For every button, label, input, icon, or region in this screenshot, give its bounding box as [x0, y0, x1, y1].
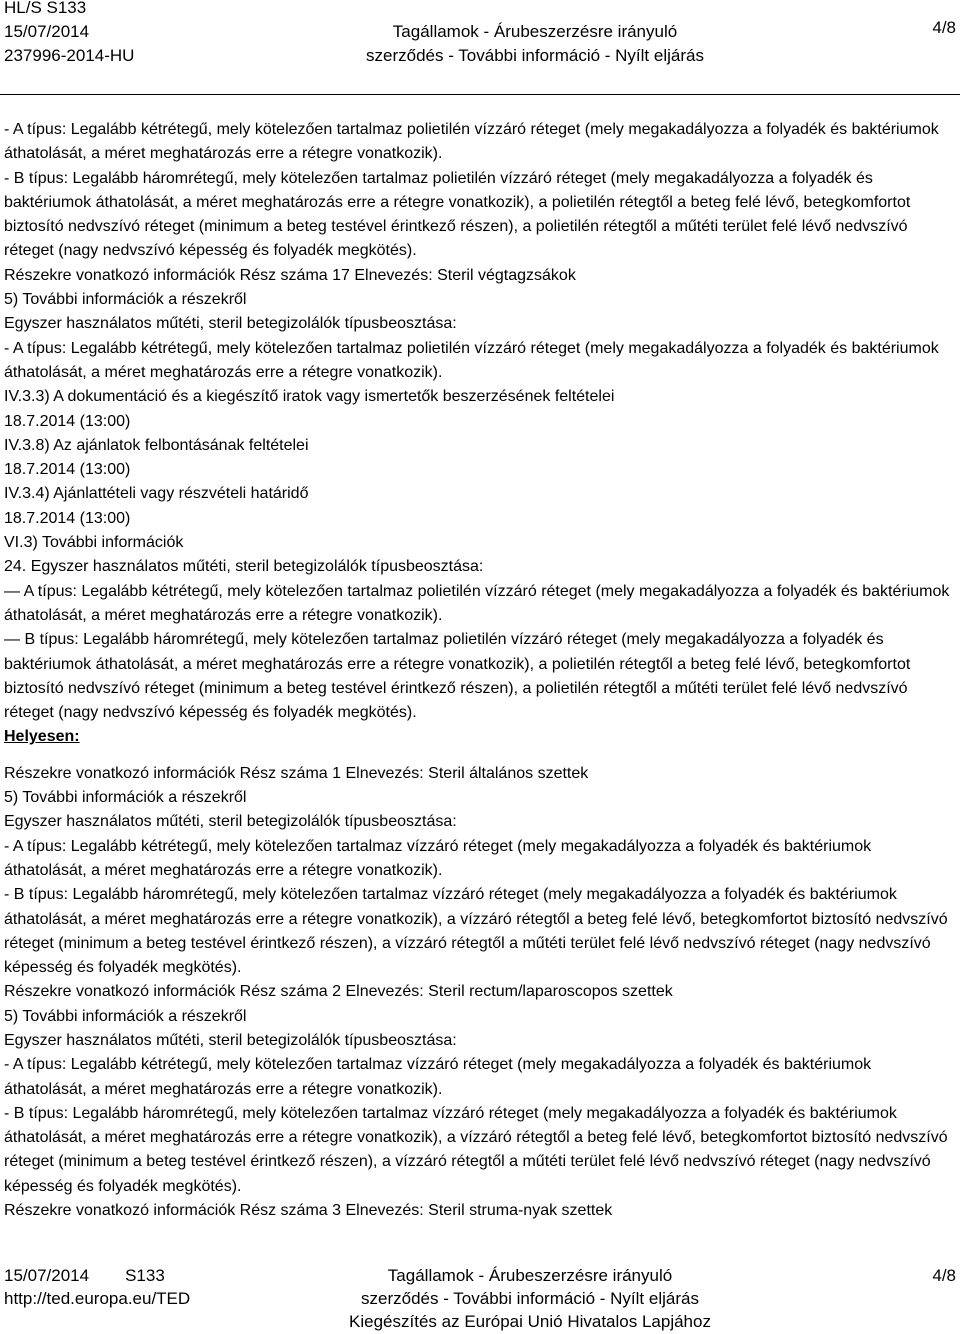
- header-left: [4, 0, 134, 68]
- body-paragraph: — B típus: Legalább háromrétegű, mely kötelezően tartalmaz polietilén vízzáró réteget (mely megakadályozza a folyadék és baktériumok áthatolását, a méret meghatározás erre a rétegre vonatkozik), a polietilén rétegtől a beteg felé lévő, betegkomfortot biztosító nedvszívó réteget (minimum a beteg testével érintkező részen), a polietilén rétegtől a műtéti terület felé lévő nedvszívó réteget (nagy nedvszívó képesség és folyadék megkötés).: [4, 631, 911, 722]
- body-paragraph: 5) További információk a részekről: [4, 1007, 247, 1025]
- footer-title: [320, 1264, 740, 1333]
- paragraphs-after: [4, 762, 956, 1224]
- footer-page-number: 4/8: [932, 1266, 956, 1285]
- body-paragraph: Egyszer használatos műtéti, steril betegizolálók típusbeosztása:: [4, 813, 457, 831]
- body-paragraph: Részekre vonatkozó információk Rész száma 2 Elnevezés: Steril rectum/laparoscopos szettek: [4, 983, 673, 1001]
- header-title: [355, 0, 715, 68]
- body-paragraph: Részekre vonatkozó információk Rész száma 17 Elnevezés: Steril végtagzsákok: [4, 266, 576, 284]
- header-code: HL/S S133: [4, 0, 87, 17]
- body-paragraph: IV.3.4) Ajánlattételi vagy részvételi határidő: [4, 485, 309, 503]
- paragraphs-before: [4, 118, 956, 725]
- header-doc-id: 237996-2014-HU: [4, 46, 135, 65]
- body-paragraph: — A típus: Legalább kétrétegű, mely kötelezően tartalmaz polietilén vízzáró réteget (mely megakadályozza a folyadék és baktériumok áthatolását, a méret meghatározás erre a rétegre vonatkozik).: [4, 582, 950, 624]
- body-paragraph: 24. Egyszer használatos műtéti, steril betegizolálók típusbeosztása:: [4, 558, 484, 576]
- footer-date-code: [4, 1264, 165, 1287]
- correction-label: Helyesen:: [4, 728, 80, 746]
- body-paragraph: 5) További információk a részekről: [4, 291, 247, 309]
- document-body: [4, 118, 956, 1223]
- footer-date: 15/07/2014: [4, 1266, 90, 1285]
- body-paragraph: - A típus: Legalább kétrétegű, mely kötelezően tartalmaz vízzáró réteget (mely megakadályozza a folyadék és baktériumok áthatolását, a méret meghatározás erre a rétegre vonatkozik).: [4, 1056, 872, 1098]
- body-paragraph: 18.7.2014 (13:00): [4, 461, 131, 479]
- body-paragraph: IV.3.3) A dokumentáció és a kiegészítő iratok vagy ismertetők beszerzésének feltételei: [4, 388, 615, 406]
- body-paragraph: - A típus: Legalább kétrétegű, mely kötelezően tartalmaz polietilén vízzáró réteget (mely megakadályozza a folyadék és baktériumok áthatolását, a méret meghatározás erre a rétegre vonatkozik).: [4, 339, 939, 381]
- page-footer: [0, 1264, 960, 1334]
- footer-title-line2: szerződés - További információ - Nyílt eljárás: [361, 1289, 699, 1308]
- body-paragraph: Részekre vonatkozó információk Rész száma 1 Elnevezés: Steril általános szettek: [4, 764, 589, 782]
- body-paragraph: - A típus: Legalább kétrétegű, mely kötelezően tartalmaz vízzáró réteget (mely megakadályozza a folyadék és baktériumok áthatolását, a méret meghatározás erre a rétegre vonatkozik).: [4, 837, 872, 879]
- footer-title-line3: Kiegészítés az Európai Unió Hivatalos Lapjához: [349, 1312, 711, 1331]
- body-paragraph: VI.3) További információk: [4, 534, 184, 552]
- body-paragraph: - A típus: Legalább kétrétegű, mely kötelezően tartalmaz polietilén vízzáró réteget (mely megakadályozza a folyadék és baktériumok áthatolását, a méret meghatározás erre a rétegre vonatkozik).: [4, 121, 939, 163]
- body-paragraph: 18.7.2014 (13:00): [4, 509, 131, 527]
- body-paragraph: - B típus: Legalább háromrétegű, mely kötelezően tartalmaz vízzáró réteget (mely megakadályozza a folyadék és baktériumok áthatolását, a méret meghatározás erre a rétegre vonatkozik), a vízzáró rétegtől a beteg felé lévő, betegkomfortot biztosító nedvszívó réteget (minimum a beteg testével érintkező részen), a vízzáró rétegtől a műtéti terület felé lévő nedvszívó réteget (nagy nedvszívó képesség és folyadék megkötés).: [4, 1104, 948, 1195]
- body-paragraph: Egyszer használatos műtéti, steril betegizolálók típusbeosztása:: [4, 315, 457, 333]
- body-paragraph: - B típus: Legalább háromrétegű, mely kötelezően tartalmaz polietilén vízzáró réteget (mely megakadályozza a folyadék és baktériumok áthatolását, a méret meghatározás erre a rétegre vonatkozik), a polietilén rétegtől a beteg felé lévő, betegkomfortot biztosító nedvszívó réteget (minimum a beteg testével érintkező részen), a polietilén rétegtől a műtéti terület felé lévő nedvszívó réteget (nagy nedvszívó képesség és folyadék megkötés).: [4, 169, 911, 260]
- body-paragraph: 18.7.2014 (13:00): [4, 412, 131, 430]
- footer-title-line1: Tagállamok - Árubeszerzésre irányuló: [387, 1266, 673, 1285]
- header-page-number: 4/8: [932, 18, 956, 37]
- body-paragraph: IV.3.8) Az ajánlatok felbontásának feltételei: [4, 436, 309, 454]
- body-paragraph: 5) További információk a részekről: [4, 789, 247, 807]
- page-header: [0, 0, 960, 68]
- body-paragraph: Részekre vonatkozó információk Rész száma 3 Elnevezés: Steril struma-nyak szettek: [4, 1202, 613, 1220]
- body-paragraph: - B típus: Legalább háromrétegű, mely kötelezően tartalmaz vízzáró réteget (mely megakadályozza a folyadék és baktériumok áthatolását, a méret meghatározás erre a rétegre vonatkozik), a vízzáró rétegtől a beteg felé lévő, betegkomfortot biztosító nedvszívó réteget (minimum a beteg testével érintkező részen), a vízzáró rétegtől a műtéti terület felé lévő nedvszívó réteget (nagy nedvszívó képesség és folyadék megkötés).: [4, 886, 948, 977]
- body-paragraph: Egyszer használatos műtéti, steril betegizolálók típusbeosztása:: [4, 1031, 457, 1049]
- footer-url[interactable]: http://ted.europa.eu/TED: [4, 1289, 191, 1308]
- footer-code: S133: [125, 1266, 165, 1285]
- header-title-line1: Tagállamok - Árubeszerzésre irányuló: [392, 22, 678, 41]
- header-divider: [0, 94, 960, 95]
- header-date: 15/07/2014: [4, 22, 90, 41]
- header-title-line2: szerződés - További információ - Nyílt eljárás: [366, 46, 704, 65]
